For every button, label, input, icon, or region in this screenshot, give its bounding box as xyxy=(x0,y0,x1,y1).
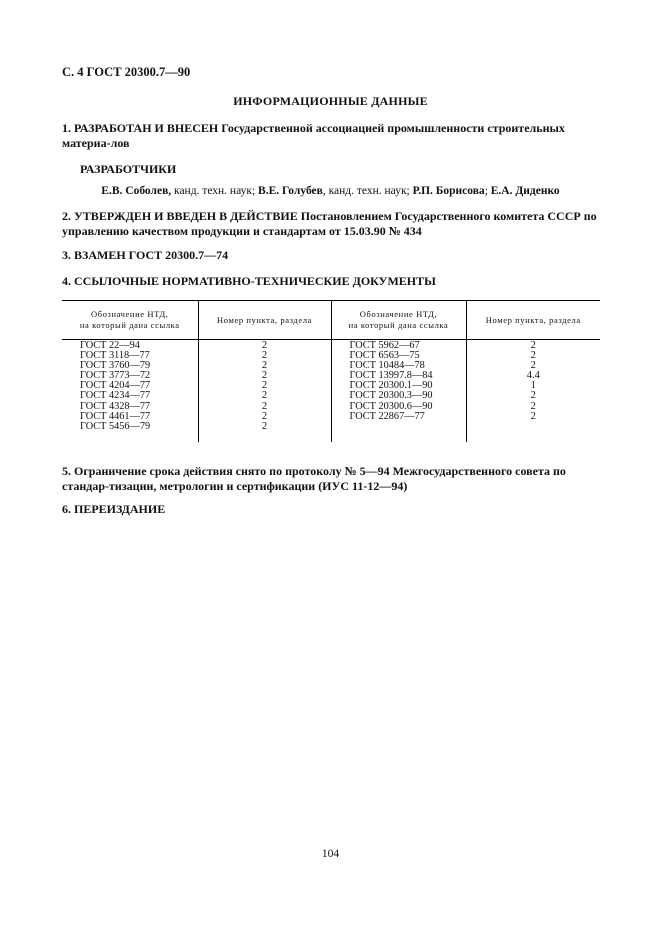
table-cell-item: 2 xyxy=(530,350,536,362)
table-cell-item: 2 xyxy=(261,390,268,402)
document-title: ИНФОРМАЦИОННЫЕ ДАННЫЕ xyxy=(233,94,428,108)
section-1-text: Государственной ассоциацией промышленности строительных материа-лов xyxy=(62,121,565,150)
developer-2-degree: , канд. техн. наук; xyxy=(322,185,413,197)
table-cell-item: 2 xyxy=(530,390,536,402)
section-2 xyxy=(62,209,602,239)
table-cell-doc: ГОСТ 3118—77 xyxy=(80,350,150,362)
developer-4: Е.А. Диденко xyxy=(490,185,560,197)
table-cell-doc: ГОСТ 13997.8—84 xyxy=(349,370,433,382)
table-cell-item: 2 xyxy=(530,360,536,372)
table-cell-doc: ГОСТ 5962—67 xyxy=(349,340,420,351)
section-4-heading: 4. ССЫЛОЧНЫЕ НОРМАТИВНО-ТЕХНИЧЕСКИЕ ДОКУМЕНТЫ xyxy=(62,274,436,288)
table-cell-doc: ГОСТ 20300.6—90 xyxy=(349,400,433,412)
developer-1-degree: канд. техн. наук; xyxy=(171,185,259,197)
header-ntd-left: Обозначение НТД, на который дана ссылка xyxy=(62,301,198,340)
developer-1: Е.В. Соболев, xyxy=(101,185,172,197)
left-items-column xyxy=(198,340,331,443)
table-cell-item: 2 xyxy=(530,400,536,412)
section-3: 3. ВЗАМЕН ГОСТ 20300.7—74 xyxy=(62,248,229,262)
developers-heading: РАЗРАБОТЧИКИ xyxy=(80,162,177,176)
table-cell-doc: ГОСТ 6563—75 xyxy=(349,350,420,362)
right-items-column xyxy=(466,340,600,443)
table-cell-doc: ГОСТ 4328—77 xyxy=(80,400,151,412)
left-docs-column xyxy=(62,340,198,443)
header-item-right: Номер пункта, раздела xyxy=(466,301,600,340)
table-cell-item: 1 xyxy=(530,380,536,392)
page-header: С. 4 ГОСТ 20300.7—90 xyxy=(62,65,191,79)
table-cell-item: 2 xyxy=(261,370,268,382)
header-ntd-right: Обозначение НТД, на который дана ссылка xyxy=(331,301,466,340)
table-cell-item: 2 xyxy=(261,350,268,362)
table-cell-doc: ГОСТ 3760—79 xyxy=(80,360,151,372)
page-number: 104 xyxy=(321,848,340,860)
table-cell-doc: ГОСТ 22867—77 xyxy=(349,410,425,422)
table-cell-doc: ГОСТ 5456—79 xyxy=(80,420,151,432)
section-1-heading: 1. РАЗРАБОТАН И ВНЕСЕН xyxy=(62,121,219,135)
table-cell-item: 2 xyxy=(261,410,268,422)
table-body-row xyxy=(62,340,600,443)
table-cell-doc: ГОСТ 10484—78 xyxy=(349,360,425,372)
table-cell-doc: ГОСТ 20300.1—90 xyxy=(349,380,433,392)
table-cell-doc: ГОСТ 4234—77 xyxy=(80,390,151,402)
table-cell-item: 2 xyxy=(261,400,268,412)
table-cell-item: 2 xyxy=(261,360,268,372)
table-cell-item: 2 xyxy=(261,420,268,432)
table-cell-doc: ГОСТ 22—94 xyxy=(80,340,140,351)
table-cell-item: 2 xyxy=(261,380,268,392)
developers-list xyxy=(0,185,661,197)
developer-3: Р.П. Борисова xyxy=(412,185,485,197)
table-cell-item: 2 xyxy=(261,340,268,351)
section-5: 5. Ограничение срока действия снято по протоколу № 5—94 Межгосударственного совета по стандар-тизации, метрологии и сертификации (ИУС 11-12—94) xyxy=(62,464,566,493)
section-2-heading: 2. УТВЕРЖДЕН И ВВЕДЕН В ДЕЙСТВИЕ xyxy=(62,209,298,223)
table-cell-item: 2 xyxy=(530,340,536,351)
table-cell-item: 2 xyxy=(530,410,536,422)
section-2-text: Постановлением Государственного комитета СССР по управлению качеством продукции и стандартам от 15.03.90 № 434 xyxy=(62,209,597,238)
section-1 xyxy=(62,121,602,151)
references-table xyxy=(62,300,600,442)
table-cell-doc: ГОСТ 3773—72 xyxy=(80,370,151,382)
developer-separator: ; xyxy=(484,185,491,197)
header-item-left: Номер пункта, раздела xyxy=(198,301,331,340)
developer-2: В.Е. Голубев xyxy=(258,185,323,197)
table-cell-doc: ГОСТ 20300.3—90 xyxy=(349,390,433,402)
section-6: 6. ПЕРЕИЗДАНИЕ xyxy=(62,502,166,516)
table-cell-item: 4.4 xyxy=(526,370,540,382)
right-docs-column xyxy=(331,340,466,443)
table-cell-doc: ГОСТ 4204—77 xyxy=(80,380,151,392)
table-cell-doc: ГОСТ 4461—77 xyxy=(80,410,151,422)
table-header-row xyxy=(62,301,600,340)
